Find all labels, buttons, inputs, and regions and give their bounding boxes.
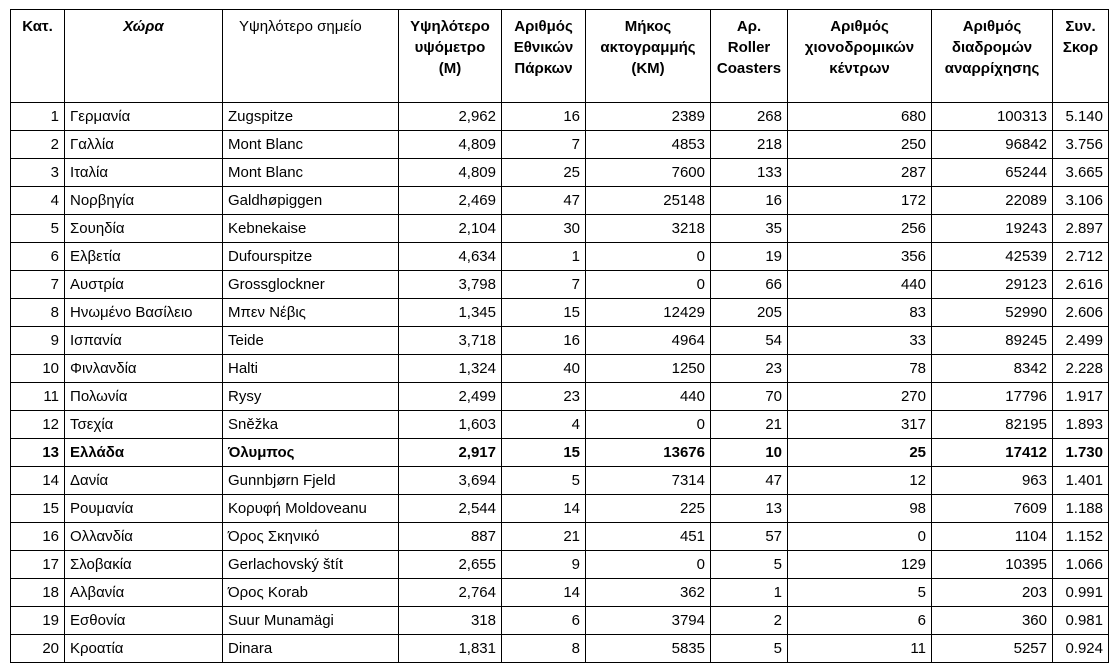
- country-cell: Ρουμανία: [65, 495, 223, 523]
- national-parks-cell: 47: [502, 187, 586, 215]
- total-score-cell: 1.152: [1053, 523, 1109, 551]
- roller-coasters-cell: 57: [711, 523, 788, 551]
- climbing-routes-cell: 10395: [932, 551, 1053, 579]
- total-score-cell: 3.756: [1053, 131, 1109, 159]
- total-score-cell: 1.188: [1053, 495, 1109, 523]
- roller-coasters-cell: 47: [711, 467, 788, 495]
- country-cell: Δανία: [65, 467, 223, 495]
- climbing-routes-cell: 22089: [932, 187, 1053, 215]
- coastline-cell: 25148: [586, 187, 711, 215]
- climbing-routes-cell: 360: [932, 607, 1053, 635]
- coastline-cell: 4964: [586, 327, 711, 355]
- highest-point-cell: Teide: [223, 327, 399, 355]
- elevation-cell: 1,831: [399, 635, 502, 663]
- highest-point-cell: Όρος Korab: [223, 579, 399, 607]
- rank-cell: 4: [11, 187, 65, 215]
- roller-coasters-cell: 54: [711, 327, 788, 355]
- climbing-routes-cell: 100313: [932, 103, 1053, 131]
- roller-coasters-cell: 66: [711, 271, 788, 299]
- roller-coasters-cell: 5: [711, 551, 788, 579]
- country-cell: Γερμανία: [65, 103, 223, 131]
- table-row: [11, 159, 1109, 187]
- national-parks-cell: 4: [502, 411, 586, 439]
- total-score-cell: 1.730: [1053, 439, 1109, 467]
- rank-cell: 12: [11, 411, 65, 439]
- highest-point-cell: Zugspitze: [223, 103, 399, 131]
- rank-cell: 11: [11, 383, 65, 411]
- table-row: [11, 243, 1109, 271]
- total-score-cell: 5.140: [1053, 103, 1109, 131]
- country-cell: Σλοβακία: [65, 551, 223, 579]
- ski-resorts-cell: 25: [788, 439, 932, 467]
- elevation-cell: 4,809: [399, 159, 502, 187]
- national-parks-cell: 15: [502, 439, 586, 467]
- roller-coasters-cell: 218: [711, 131, 788, 159]
- roller-coasters-cell: 16: [711, 187, 788, 215]
- coastline-cell: 225: [586, 495, 711, 523]
- ski-resorts-cell: 287: [788, 159, 932, 187]
- roller-coasters-cell: 268: [711, 103, 788, 131]
- elevation-cell: 2,104: [399, 215, 502, 243]
- national-parks-cell: 14: [502, 579, 586, 607]
- country-cell: Αυστρία: [65, 271, 223, 299]
- coastline-cell: 3794: [586, 607, 711, 635]
- national-parks-cell: 6: [502, 607, 586, 635]
- elevation-cell: 4,634: [399, 243, 502, 271]
- highest-point-cell: Grossglockner: [223, 271, 399, 299]
- ski-resorts-cell: 83: [788, 299, 932, 327]
- table-row: [11, 523, 1109, 551]
- table-row: [11, 383, 1109, 411]
- climbing-routes-cell: 5257: [932, 635, 1053, 663]
- elevation-cell: 1,603: [399, 411, 502, 439]
- coastline-cell: 0: [586, 551, 711, 579]
- total-score-cell: 0.991: [1053, 579, 1109, 607]
- highest-point-cell: Όρος Σκηνικό: [223, 523, 399, 551]
- climbing-routes-cell: 65244: [932, 159, 1053, 187]
- rank-cell: 16: [11, 523, 65, 551]
- rank-cell: 7: [11, 271, 65, 299]
- table-row: [11, 439, 1109, 467]
- total-score-cell: 1.917: [1053, 383, 1109, 411]
- highest-point-cell: Dinara: [223, 635, 399, 663]
- climbing-routes-cell: 203: [932, 579, 1053, 607]
- coastline-cell: 451: [586, 523, 711, 551]
- elevation-cell: 2,544: [399, 495, 502, 523]
- table-row: [11, 103, 1109, 131]
- ski-resorts-cell: 250: [788, 131, 932, 159]
- highest-point-cell: Rysy: [223, 383, 399, 411]
- climbing-routes-cell: 1104: [932, 523, 1053, 551]
- ski-resorts-cell: 33: [788, 327, 932, 355]
- elevation-cell: 2,917: [399, 439, 502, 467]
- climbing-routes-cell: 8342: [932, 355, 1053, 383]
- elevation-cell: 2,764: [399, 579, 502, 607]
- national-parks-cell: 14: [502, 495, 586, 523]
- rank-cell: 3: [11, 159, 65, 187]
- table-row: [11, 271, 1109, 299]
- table-row: [11, 635, 1109, 663]
- total-score-cell: 2.712: [1053, 243, 1109, 271]
- total-score-cell: 2.499: [1053, 327, 1109, 355]
- header-coastline-length: Μήκος ακτογραμμής (ΚΜ): [586, 10, 711, 103]
- ski-resorts-cell: 12: [788, 467, 932, 495]
- country-cell: Νορβηγία: [65, 187, 223, 215]
- highest-point-cell: Mont Blanc: [223, 159, 399, 187]
- ranking-table: [10, 9, 1109, 663]
- climbing-routes-cell: 89245: [932, 327, 1053, 355]
- national-parks-cell: 40: [502, 355, 586, 383]
- country-cell: Ολλανδία: [65, 523, 223, 551]
- coastline-cell: 4853: [586, 131, 711, 159]
- roller-coasters-cell: 5: [711, 635, 788, 663]
- total-score-cell: 2.897: [1053, 215, 1109, 243]
- ski-resorts-cell: 172: [788, 187, 932, 215]
- header-ski-resorts: Αριθμός χιονοδρομικών κέντρων: [788, 10, 932, 103]
- header-climbing-routes: Αριθμός διαδρομών αναρρίχησης: [932, 10, 1053, 103]
- climbing-routes-cell: 7609: [932, 495, 1053, 523]
- roller-coasters-cell: 70: [711, 383, 788, 411]
- table-row: [11, 579, 1109, 607]
- country-cell: Αλβανία: [65, 579, 223, 607]
- ski-resorts-cell: 11: [788, 635, 932, 663]
- highest-point-cell: Gunnbjørn Fjeld: [223, 467, 399, 495]
- elevation-cell: 2,469: [399, 187, 502, 215]
- country-cell: Ιταλία: [65, 159, 223, 187]
- country-cell: Ισπανία: [65, 327, 223, 355]
- climbing-routes-cell: 82195: [932, 411, 1053, 439]
- national-parks-cell: 30: [502, 215, 586, 243]
- highest-point-cell: Mont Blanc: [223, 131, 399, 159]
- highest-point-cell: Gerlachovský štít: [223, 551, 399, 579]
- header-roller-coasters: Αρ. Roller Coasters: [711, 10, 788, 103]
- roller-coasters-cell: 2: [711, 607, 788, 635]
- country-cell: Γαλλία: [65, 131, 223, 159]
- ski-resorts-cell: 440: [788, 271, 932, 299]
- roller-coasters-cell: 23: [711, 355, 788, 383]
- roller-coasters-cell: 1: [711, 579, 788, 607]
- highest-point-cell: Halti: [223, 355, 399, 383]
- roller-coasters-cell: 205: [711, 299, 788, 327]
- national-parks-cell: 1: [502, 243, 586, 271]
- coastline-cell: 12429: [586, 299, 711, 327]
- rank-cell: 18: [11, 579, 65, 607]
- climbing-routes-cell: 29123: [932, 271, 1053, 299]
- coastline-cell: 5835: [586, 635, 711, 663]
- rank-cell: 20: [11, 635, 65, 663]
- highest-point-cell: Galdhøpiggen: [223, 187, 399, 215]
- rank-cell: 14: [11, 467, 65, 495]
- table-row: [11, 299, 1109, 327]
- ski-resorts-cell: 680: [788, 103, 932, 131]
- ski-resorts-cell: 129: [788, 551, 932, 579]
- rank-cell: 19: [11, 607, 65, 635]
- coastline-cell: 13676: [586, 439, 711, 467]
- table-body: [11, 103, 1109, 663]
- elevation-cell: 3,798: [399, 271, 502, 299]
- header-total-score: Συν. Σκορ: [1053, 10, 1109, 103]
- elevation-cell: 3,694: [399, 467, 502, 495]
- national-parks-cell: 5: [502, 467, 586, 495]
- total-score-cell: 0.924: [1053, 635, 1109, 663]
- elevation-cell: 2,499: [399, 383, 502, 411]
- total-score-cell: 1.893: [1053, 411, 1109, 439]
- header-row: [11, 10, 1109, 103]
- total-score-cell: 1.401: [1053, 467, 1109, 495]
- highest-point-cell: Μπεν Νέβις: [223, 299, 399, 327]
- country-cell: Φινλανδία: [65, 355, 223, 383]
- climbing-routes-cell: 96842: [932, 131, 1053, 159]
- rank-cell: 6: [11, 243, 65, 271]
- table-row: [11, 495, 1109, 523]
- table-row: [11, 215, 1109, 243]
- total-score-cell: 1.066: [1053, 551, 1109, 579]
- roller-coasters-cell: 35: [711, 215, 788, 243]
- ski-resorts-cell: 78: [788, 355, 932, 383]
- elevation-cell: 1,345: [399, 299, 502, 327]
- highest-point-cell: Kebnekaise: [223, 215, 399, 243]
- total-score-cell: 3.665: [1053, 159, 1109, 187]
- table-row: [11, 131, 1109, 159]
- rank-cell: 2: [11, 131, 65, 159]
- ski-resorts-cell: 317: [788, 411, 932, 439]
- ski-resorts-cell: 270: [788, 383, 932, 411]
- highest-point-cell: Όλυμπος: [223, 439, 399, 467]
- total-score-cell: 2.616: [1053, 271, 1109, 299]
- elevation-cell: 1,324: [399, 355, 502, 383]
- national-parks-cell: 16: [502, 327, 586, 355]
- climbing-routes-cell: 17412: [932, 439, 1053, 467]
- country-cell: Πολωνία: [65, 383, 223, 411]
- table-row: [11, 551, 1109, 579]
- climbing-routes-cell: 42539: [932, 243, 1053, 271]
- country-cell: Ελλάδα: [65, 439, 223, 467]
- coastline-cell: 1250: [586, 355, 711, 383]
- country-cell: Ηνωμένο Βασίλειο: [65, 299, 223, 327]
- header-highest-point: Υψηλότερο σημείο: [223, 10, 399, 103]
- rank-cell: 17: [11, 551, 65, 579]
- table-row: [11, 607, 1109, 635]
- coastline-cell: 2389: [586, 103, 711, 131]
- table-row: [11, 327, 1109, 355]
- rank-cell: 9: [11, 327, 65, 355]
- elevation-cell: 887: [399, 523, 502, 551]
- coastline-cell: 3218: [586, 215, 711, 243]
- elevation-cell: 318: [399, 607, 502, 635]
- country-cell: Τσεχία: [65, 411, 223, 439]
- elevation-cell: 3,718: [399, 327, 502, 355]
- header-country: Χώρα: [65, 10, 223, 103]
- roller-coasters-cell: 133: [711, 159, 788, 187]
- rank-cell: 8: [11, 299, 65, 327]
- national-parks-cell: 9: [502, 551, 586, 579]
- coastline-cell: 0: [586, 411, 711, 439]
- ski-resorts-cell: 0: [788, 523, 932, 551]
- total-score-cell: 2.228: [1053, 355, 1109, 383]
- ski-resorts-cell: 98: [788, 495, 932, 523]
- total-score-cell: 0.981: [1053, 607, 1109, 635]
- country-cell: Ελβετία: [65, 243, 223, 271]
- roller-coasters-cell: 13: [711, 495, 788, 523]
- national-parks-cell: 23: [502, 383, 586, 411]
- coastline-cell: 0: [586, 243, 711, 271]
- ski-resorts-cell: 6: [788, 607, 932, 635]
- elevation-cell: 2,962: [399, 103, 502, 131]
- roller-coasters-cell: 21: [711, 411, 788, 439]
- rank-cell: 15: [11, 495, 65, 523]
- national-parks-cell: 25: [502, 159, 586, 187]
- highest-point-cell: Κορυφή Moldoveanu: [223, 495, 399, 523]
- table-row: [11, 187, 1109, 215]
- coastline-cell: 7314: [586, 467, 711, 495]
- roller-coasters-cell: 19: [711, 243, 788, 271]
- climbing-routes-cell: 17796: [932, 383, 1053, 411]
- national-parks-cell: 15: [502, 299, 586, 327]
- national-parks-cell: 21: [502, 523, 586, 551]
- country-cell: Εσθονία: [65, 607, 223, 635]
- rank-cell: 1: [11, 103, 65, 131]
- elevation-cell: 2,655: [399, 551, 502, 579]
- rank-cell: 10: [11, 355, 65, 383]
- ski-resorts-cell: 5: [788, 579, 932, 607]
- ski-resorts-cell: 356: [788, 243, 932, 271]
- rank-cell: 13: [11, 439, 65, 467]
- country-cell: Κροατία: [65, 635, 223, 663]
- highest-point-cell: Suur Munamägi: [223, 607, 399, 635]
- header-rank: Κατ.: [11, 10, 65, 103]
- coastline-cell: 440: [586, 383, 711, 411]
- header-national-parks: Αριθμός Εθνικών Πάρκων: [502, 10, 586, 103]
- climbing-routes-cell: 52990: [932, 299, 1053, 327]
- total-score-cell: 2.606: [1053, 299, 1109, 327]
- highest-point-cell: Sněžka: [223, 411, 399, 439]
- highest-point-cell: Dufourspitze: [223, 243, 399, 271]
- coastline-cell: 7600: [586, 159, 711, 187]
- roller-coasters-cell: 10: [711, 439, 788, 467]
- coastline-cell: 0: [586, 271, 711, 299]
- rank-cell: 5: [11, 215, 65, 243]
- total-score-cell: 3.106: [1053, 187, 1109, 215]
- country-cell: Σουηδία: [65, 215, 223, 243]
- header-highest-elevation: Υψηλότερο υψόμετρο (Μ): [399, 10, 502, 103]
- elevation-cell: 4,809: [399, 131, 502, 159]
- table-row: [11, 411, 1109, 439]
- national-parks-cell: 7: [502, 271, 586, 299]
- national-parks-cell: 8: [502, 635, 586, 663]
- national-parks-cell: 7: [502, 131, 586, 159]
- table-row: [11, 467, 1109, 495]
- climbing-routes-cell: 963: [932, 467, 1053, 495]
- ski-resorts-cell: 256: [788, 215, 932, 243]
- climbing-routes-cell: 19243: [932, 215, 1053, 243]
- coastline-cell: 362: [586, 579, 711, 607]
- table-row: [11, 355, 1109, 383]
- national-parks-cell: 16: [502, 103, 586, 131]
